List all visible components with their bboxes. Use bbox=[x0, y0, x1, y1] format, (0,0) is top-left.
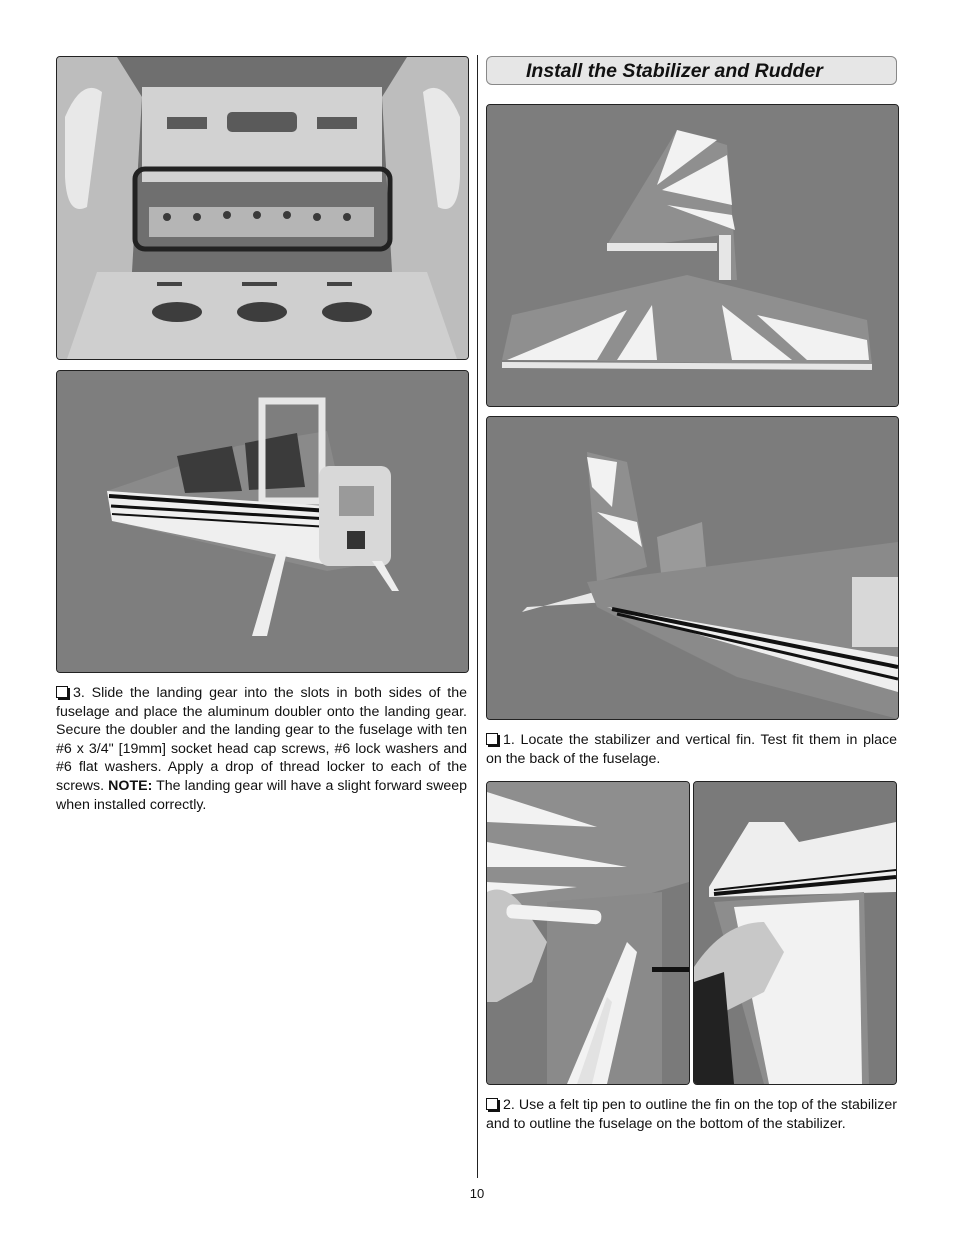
photo-stabilizer-and-fin bbox=[486, 104, 899, 407]
section-title: Install the Stabilizer and Rudder bbox=[486, 56, 897, 85]
photo-marking-fin bbox=[486, 781, 690, 1085]
step-1-text: 1. Locate the stabilizer and vertical fin. Test fit them in place on the back of the fuselage. bbox=[486, 732, 897, 767]
step-3-note-text: The landing gear will have a slight forward sweep when installed correctly. bbox=[56, 777, 467, 813]
step-2-text: 2. Use a felt tip pen to outline the fin on the top of the stabilizer and to outline the fuselage on the bottom of the stabilizer. bbox=[486, 1097, 897, 1132]
step-2-instruction bbox=[486, 1096, 897, 1133]
column-divider bbox=[477, 55, 478, 1178]
checkbox-icon[interactable] bbox=[486, 1098, 498, 1110]
checkbox-icon[interactable] bbox=[56, 686, 68, 698]
photo-test-fit bbox=[486, 416, 899, 720]
photo-marking-fuselage bbox=[693, 781, 897, 1085]
photo-fuselage-landing-gear bbox=[56, 370, 469, 673]
step-3-instruction bbox=[56, 684, 467, 814]
checkbox-icon[interactable] bbox=[486, 733, 498, 745]
step-3-note-label: NOTE: bbox=[108, 777, 153, 794]
step-1-instruction bbox=[486, 731, 897, 768]
step-3-text: 3. Slide the landing gear into the slots in both sides of the fuselage and place the aluminum doubler onto the landing gear. Secure the doubler and the landing gear to the fuselage with ten #6 x 3/4" [19mm] socket head cap screws, #6 lock washers and #6 flat washers. Apply a drop of thread locker to each of the screws. bbox=[56, 685, 467, 794]
page-number: 10 bbox=[469, 1186, 485, 1201]
photo-fuselage-interior bbox=[56, 56, 469, 360]
